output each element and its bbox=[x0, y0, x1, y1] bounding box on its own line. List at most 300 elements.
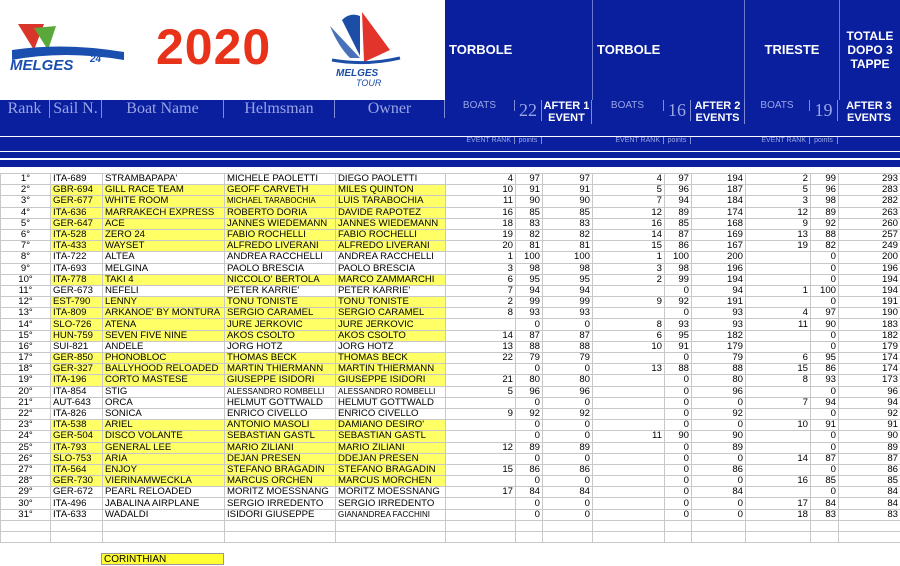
cell-sail: SUI-821 bbox=[51, 341, 103, 352]
cell-helm: FABIO ROCHELLI bbox=[225, 229, 336, 240]
cell-helm: NICCOLO' BERTOLA bbox=[225, 274, 336, 285]
cell-e3p: 0 bbox=[811, 464, 839, 475]
empty-cell bbox=[103, 532, 225, 543]
cell-e3r: 7 bbox=[746, 397, 811, 408]
cell-e1r: 16 bbox=[446, 207, 516, 218]
cell-helm: MICHELE PAOLETTI bbox=[225, 174, 336, 185]
cell-e3p: 97 bbox=[811, 308, 839, 319]
cell-e3p: 99 bbox=[811, 174, 839, 185]
empty-cell bbox=[516, 520, 543, 531]
cell-sail: GER-673 bbox=[51, 285, 103, 296]
cell-helm: AKOS CSOLTO bbox=[225, 330, 336, 341]
table-row bbox=[1, 431, 900, 442]
cell-owner: THOMAS BECK bbox=[336, 353, 446, 364]
empty-cell bbox=[225, 520, 336, 531]
table-row bbox=[1, 476, 900, 487]
cell-e3r bbox=[746, 487, 811, 498]
cell-tot: 196 bbox=[839, 263, 900, 274]
cell-a1: 0 bbox=[543, 453, 593, 464]
cell-tot: 194 bbox=[839, 274, 900, 285]
cell-a1: 82 bbox=[543, 229, 593, 240]
cell-e2p: 0 bbox=[665, 498, 692, 509]
cell-rank: 2° bbox=[1, 185, 51, 196]
cell-boat: NEFELI bbox=[103, 285, 225, 296]
cell-e1p: 85 bbox=[516, 207, 543, 218]
sub-event-rank-2: EVENT RANK bbox=[592, 137, 664, 144]
cell-e1r: 15 bbox=[446, 464, 516, 475]
cell-sail: SLO-726 bbox=[51, 319, 103, 330]
cell-e1r: 1 bbox=[446, 252, 516, 263]
cell-e2r bbox=[593, 397, 665, 408]
cell-e1r: 7 bbox=[446, 285, 516, 296]
cell-sail: ITA-793 bbox=[51, 442, 103, 453]
cell-rank: 28° bbox=[1, 476, 51, 487]
empty-cell bbox=[51, 520, 103, 531]
empty-cell bbox=[665, 532, 692, 543]
cell-sail: ITA-722 bbox=[51, 252, 103, 263]
cell-a2: 194 bbox=[692, 174, 746, 185]
cell-e1r bbox=[446, 364, 516, 375]
cell-helm: ISIDORI GIUSEPPE bbox=[225, 509, 336, 520]
col-boats2-count: 16 bbox=[664, 100, 691, 121]
cell-e2r bbox=[593, 375, 665, 386]
cell-owner: GIANANDREA FACCHINI bbox=[336, 509, 446, 520]
cell-e3r: 4 bbox=[746, 308, 811, 319]
cell-e1r: 11 bbox=[446, 196, 516, 207]
cell-owner: DIEGO PAOLETTI bbox=[336, 174, 446, 185]
cell-tot: 173 bbox=[839, 375, 900, 386]
cell-rank: 22° bbox=[1, 408, 51, 419]
cell-e1p: 88 bbox=[516, 341, 543, 352]
empty-cell bbox=[746, 532, 811, 543]
cell-rank: 20° bbox=[1, 386, 51, 397]
cell-a2: 96 bbox=[692, 386, 746, 397]
cell-e1r: 13 bbox=[446, 341, 516, 352]
cell-owner: SERGIO IRREDENTO bbox=[336, 498, 446, 509]
cell-sail: ITA-564 bbox=[51, 464, 103, 475]
cell-boat: MARRAKECH EXPRESS bbox=[103, 207, 225, 218]
cell-rank: 5° bbox=[1, 218, 51, 229]
table-row bbox=[1, 386, 900, 397]
cell-boat: ANDELE bbox=[103, 341, 225, 352]
results-body bbox=[1, 174, 900, 543]
cell-e1p: 0 bbox=[516, 453, 543, 464]
cell-e3p: 0 bbox=[811, 408, 839, 419]
cell-tot: 190 bbox=[839, 308, 900, 319]
cell-e2r: 16 bbox=[593, 218, 665, 229]
cell-e3p: 0 bbox=[811, 274, 839, 285]
cell-rank: 21° bbox=[1, 397, 51, 408]
col-boats1-count: 22 bbox=[515, 100, 542, 121]
empty-row bbox=[1, 520, 900, 531]
svg-text:MELGES: MELGES bbox=[10, 57, 74, 74]
table-row bbox=[1, 308, 900, 319]
cell-a2: 92 bbox=[692, 408, 746, 419]
col-boats2: BOATS bbox=[592, 100, 664, 111]
cell-e3r bbox=[746, 252, 811, 263]
cell-e1r: 4 bbox=[446, 174, 516, 185]
cell-sail: GER-327 bbox=[51, 364, 103, 375]
cell-e3r bbox=[746, 386, 811, 397]
cell-owner: AKOS CSOLTO bbox=[336, 330, 446, 341]
cell-a2: 0 bbox=[692, 498, 746, 509]
cell-a2: 187 bbox=[692, 185, 746, 196]
cell-a1: 80 bbox=[543, 375, 593, 386]
cell-a1: 79 bbox=[543, 353, 593, 364]
cell-boat: CORTO MASTESE bbox=[103, 375, 225, 386]
cell-rank: 9° bbox=[1, 263, 51, 274]
cell-owner: HELMUT GOTTWALD bbox=[336, 397, 446, 408]
cell-sail: ITA-854 bbox=[51, 386, 103, 397]
cell-rank: 24° bbox=[1, 431, 51, 442]
cell-sail: ITA-826 bbox=[51, 408, 103, 419]
cell-e2r bbox=[593, 464, 665, 475]
cell-boat: SONICA bbox=[103, 408, 225, 419]
cell-e2r: 9 bbox=[593, 297, 665, 308]
cell-e1p: 0 bbox=[516, 509, 543, 520]
col-boats3-count: 19 bbox=[810, 100, 838, 121]
cell-e2p: 95 bbox=[665, 330, 692, 341]
cell-e2r bbox=[593, 420, 665, 431]
table-row bbox=[1, 218, 900, 229]
cell-a1: 81 bbox=[543, 241, 593, 252]
table-row bbox=[1, 274, 900, 285]
cell-e2r: 15 bbox=[593, 241, 665, 252]
cell-boat: ACE bbox=[103, 218, 225, 229]
cell-e2p: 0 bbox=[665, 353, 692, 364]
cell-e3r: 11 bbox=[746, 319, 811, 330]
cell-rank: 27° bbox=[1, 464, 51, 475]
cell-rank: 25° bbox=[1, 442, 51, 453]
cell-sail: AUT-643 bbox=[51, 397, 103, 408]
cell-e3r: 12 bbox=[746, 207, 811, 218]
cell-e3r: 5 bbox=[746, 185, 811, 196]
cell-e1p: 0 bbox=[516, 364, 543, 375]
cell-e1r bbox=[446, 397, 516, 408]
header-band bbox=[0, 152, 900, 158]
cell-helm: HELMUT GOTTWALD bbox=[225, 397, 336, 408]
cell-helm: PETER KARRIE' bbox=[225, 285, 336, 296]
cell-e2p: 0 bbox=[665, 308, 692, 319]
cell-tot: 179 bbox=[839, 341, 900, 352]
cell-a2: 93 bbox=[692, 319, 746, 330]
cell-e2r: 7 bbox=[593, 196, 665, 207]
cell-e3r bbox=[746, 464, 811, 475]
col-boats1: BOATS bbox=[445, 100, 515, 111]
cell-e3p: 100 bbox=[811, 285, 839, 296]
cell-sail: HUN-759 bbox=[51, 330, 103, 341]
cell-e2r bbox=[593, 442, 665, 453]
cell-e3r: 19 bbox=[746, 241, 811, 252]
cell-e3p: 93 bbox=[811, 375, 839, 386]
cell-rank: 17° bbox=[1, 353, 51, 364]
cell-e1p: 93 bbox=[516, 308, 543, 319]
cell-owner: JURE JERKOVIC bbox=[336, 319, 446, 330]
cell-sail: ITA-693 bbox=[51, 263, 103, 274]
cell-a2: 179 bbox=[692, 341, 746, 352]
cell-a1: 100 bbox=[543, 252, 593, 263]
cell-boat: VIERINAMWECKLA bbox=[103, 476, 225, 487]
cell-a2: 0 bbox=[692, 453, 746, 464]
cell-e2r: 3 bbox=[593, 263, 665, 274]
empty-cell bbox=[336, 520, 446, 531]
cell-a2: 84 bbox=[692, 487, 746, 498]
cell-owner: TONU TONISTE bbox=[336, 297, 446, 308]
cell-helm: JURE JERKOVIC bbox=[225, 319, 336, 330]
col-after2: AFTER 2 EVENTS bbox=[691, 100, 745, 124]
cell-helm: SERGIO CARAMEL bbox=[225, 308, 336, 319]
cell-a2: 90 bbox=[692, 431, 746, 442]
svg-text:24: 24 bbox=[90, 54, 102, 65]
cell-e2p: 0 bbox=[665, 464, 692, 475]
cell-e2p: 0 bbox=[665, 386, 692, 397]
cell-sail: ITA-689 bbox=[51, 174, 103, 185]
cell-owner: MILES QUINTON bbox=[336, 185, 446, 196]
cell-e2p: 86 bbox=[665, 241, 692, 252]
cell-e3r: 9 bbox=[746, 218, 811, 229]
cell-e2r: 13 bbox=[593, 364, 665, 375]
cell-e1p: 0 bbox=[516, 431, 543, 442]
cell-owner: MARIO ZILIANI bbox=[336, 442, 446, 453]
cell-e2p: 0 bbox=[665, 420, 692, 431]
cell-tot: 87 bbox=[839, 453, 900, 464]
table-row bbox=[1, 420, 900, 431]
cell-helm: DEJAN PRESEN bbox=[225, 453, 336, 464]
cell-e1r: 14 bbox=[446, 330, 516, 341]
cell-tot: 90 bbox=[839, 431, 900, 442]
cell-e2p: 0 bbox=[665, 285, 692, 296]
cell-e1r bbox=[446, 319, 516, 330]
cell-rank: 10° bbox=[1, 274, 51, 285]
total-label: TOTALE DOPO 3 TAPPE bbox=[846, 29, 894, 71]
cell-rank: 6° bbox=[1, 229, 51, 240]
cell-e3r: 3 bbox=[746, 196, 811, 207]
cell-helm: SEBASTIAN GASTL bbox=[225, 431, 336, 442]
cell-e2r: 10 bbox=[593, 341, 665, 352]
cell-boat: ARKANOE' BY MONTURA bbox=[103, 308, 225, 319]
cell-helm: MARIO ZILIANI bbox=[225, 442, 336, 453]
cell-sail: GER-672 bbox=[51, 487, 103, 498]
cell-e3r: 18 bbox=[746, 509, 811, 520]
cell-e3p: 88 bbox=[811, 229, 839, 240]
empty-cell bbox=[839, 532, 900, 543]
cell-e2r bbox=[593, 408, 665, 419]
cell-tot: 86 bbox=[839, 464, 900, 475]
table-row bbox=[1, 297, 900, 308]
cell-e1r bbox=[446, 453, 516, 464]
cell-e2r: 12 bbox=[593, 207, 665, 218]
cell-e1r: 6 bbox=[446, 274, 516, 285]
cell-e1p: 89 bbox=[516, 442, 543, 453]
cell-tot: 263 bbox=[839, 207, 900, 218]
cell-a1: 0 bbox=[543, 364, 593, 375]
cell-e2p: 93 bbox=[665, 319, 692, 330]
cell-e3p: 82 bbox=[811, 241, 839, 252]
stage1-label: TORBOLE bbox=[445, 0, 593, 100]
table-row bbox=[1, 252, 900, 263]
cell-a1: 0 bbox=[543, 397, 593, 408]
cell-a1: 0 bbox=[543, 431, 593, 442]
cell-a1: 88 bbox=[543, 341, 593, 352]
cell-e3p: 0 bbox=[811, 386, 839, 397]
cell-boat: DISCO VOLANTE bbox=[103, 431, 225, 442]
cell-e1p: 98 bbox=[516, 263, 543, 274]
cell-boat: LENNY bbox=[103, 297, 225, 308]
cell-e2r: 11 bbox=[593, 431, 665, 442]
cell-owner: DDEJAN PRESEN bbox=[336, 453, 446, 464]
cell-owner: SEBASTIAN GASTL bbox=[336, 431, 446, 442]
cell-e1r: 2 bbox=[446, 297, 516, 308]
cell-a1: 98 bbox=[543, 263, 593, 274]
empty-cell bbox=[446, 520, 516, 531]
cell-tot: 283 bbox=[839, 185, 900, 196]
cell-boat: PEARL RELOADED bbox=[103, 487, 225, 498]
cell-e3p: 83 bbox=[811, 509, 839, 520]
stage3-label: TRIESTE bbox=[745, 0, 840, 100]
cell-a2: 168 bbox=[692, 218, 746, 229]
cell-a1: 93 bbox=[543, 308, 593, 319]
cell-helm: GEOFF CARVETH bbox=[225, 185, 336, 196]
cell-e3p: 0 bbox=[811, 431, 839, 442]
cell-sail: ITA-809 bbox=[51, 308, 103, 319]
empty-cell bbox=[839, 520, 900, 531]
empty-cell bbox=[1, 532, 51, 543]
cell-rank: 4° bbox=[1, 207, 51, 218]
cell-e1r: 3 bbox=[446, 263, 516, 274]
table-row bbox=[1, 509, 900, 520]
cell-e2r: 2 bbox=[593, 274, 665, 285]
cell-e3r bbox=[746, 330, 811, 341]
cell-helm: JORG HOTZ bbox=[225, 341, 336, 352]
cell-e2r: 6 bbox=[593, 330, 665, 341]
cell-e3p: 91 bbox=[811, 420, 839, 431]
cell-e2p: 0 bbox=[665, 375, 692, 386]
cell-tot: 94 bbox=[839, 397, 900, 408]
cell-a1: 0 bbox=[543, 498, 593, 509]
cell-owner: DAVIDE RAPOTEZ bbox=[336, 207, 446, 218]
cell-helm: MARTIN THIERMANN bbox=[225, 364, 336, 375]
cell-tot: 200 bbox=[839, 252, 900, 263]
cell-boat: ATENA bbox=[103, 319, 225, 330]
corinthian-label: CORINTHIAN bbox=[101, 553, 224, 565]
cell-e1p: 80 bbox=[516, 375, 543, 386]
cell-e3r: 1 bbox=[746, 285, 811, 296]
cell-e3p: 94 bbox=[811, 397, 839, 408]
cell-e2r: 8 bbox=[593, 319, 665, 330]
table-row bbox=[1, 487, 900, 498]
cell-a2: 191 bbox=[692, 297, 746, 308]
cell-e2p: 91 bbox=[665, 341, 692, 352]
cell-helm: SERGIO IRREDENTO bbox=[225, 498, 336, 509]
cell-e1p: 79 bbox=[516, 353, 543, 364]
cell-owner: DAMIANO DESIRO' bbox=[336, 420, 446, 431]
table-row bbox=[1, 442, 900, 453]
cell-helm: ANDREA RACCHELLI bbox=[225, 252, 336, 263]
cell-owner: ANDREA RACCHELLI bbox=[336, 252, 446, 263]
col-boat: Boat Name bbox=[102, 100, 224, 118]
cell-owner: LUIS TARABOCHIA bbox=[336, 196, 446, 207]
cell-e1p: 100 bbox=[516, 252, 543, 263]
col-helmsman: Helmsman bbox=[224, 100, 335, 118]
cell-helm: PAOLO BRESCIA bbox=[225, 263, 336, 274]
empty-cell bbox=[692, 520, 746, 531]
cell-e2r bbox=[593, 453, 665, 464]
cell-a2: 184 bbox=[692, 196, 746, 207]
cell-e2p: 0 bbox=[665, 476, 692, 487]
cell-e1r bbox=[446, 509, 516, 520]
cell-a1: 95 bbox=[543, 274, 593, 285]
table-row bbox=[1, 263, 900, 274]
cell-e1p: 94 bbox=[516, 285, 543, 296]
cell-e3r: 8 bbox=[746, 375, 811, 386]
col-after3: AFTER 3 EVENTS bbox=[846, 100, 892, 124]
empty-cell bbox=[811, 520, 839, 531]
cell-boat: ORCA bbox=[103, 397, 225, 408]
sub-points-1: points bbox=[515, 137, 542, 144]
cell-tot: 260 bbox=[839, 218, 900, 229]
table-row bbox=[1, 207, 900, 218]
cell-helm: STEFANO BRAGADIN bbox=[225, 464, 336, 475]
cell-e3r: 10 bbox=[746, 420, 811, 431]
cell-a1: 86 bbox=[543, 464, 593, 475]
cell-e3r bbox=[746, 274, 811, 285]
cell-a1: 0 bbox=[543, 476, 593, 487]
cell-rank: 31° bbox=[1, 509, 51, 520]
cell-e3r bbox=[746, 297, 811, 308]
cell-owner: ALESSANDRO ROMBELLI bbox=[336, 386, 446, 397]
cell-e2p: 92 bbox=[665, 297, 692, 308]
cell-boat: ENJOY bbox=[103, 464, 225, 475]
cell-sail: GER-504 bbox=[51, 431, 103, 442]
cell-boat: STRAMBAPAPA' bbox=[103, 174, 225, 185]
cell-e1r: 20 bbox=[446, 241, 516, 252]
year-title: 2020 bbox=[156, 19, 272, 75]
table-row bbox=[1, 341, 900, 352]
svg-text:TOUR: TOUR bbox=[356, 78, 382, 88]
cell-e1p: 0 bbox=[516, 498, 543, 509]
empty-cell bbox=[225, 532, 336, 543]
cell-a2: 0 bbox=[692, 397, 746, 408]
cell-e1r: 19 bbox=[446, 229, 516, 240]
cell-e3p: 84 bbox=[811, 498, 839, 509]
cell-owner: FABIO ROCHELLI bbox=[336, 229, 446, 240]
empty-cell bbox=[51, 532, 103, 543]
cell-e3p: 89 bbox=[811, 207, 839, 218]
melges-tour-logo bbox=[320, 6, 410, 92]
cell-e3r: 16 bbox=[746, 476, 811, 487]
cell-a1: 0 bbox=[543, 509, 593, 520]
cell-sail: GBR-694 bbox=[51, 185, 103, 196]
cell-a1: 0 bbox=[543, 420, 593, 431]
cell-e1r: 22 bbox=[446, 353, 516, 364]
cell-e2p: 88 bbox=[665, 364, 692, 375]
cell-e2r: 14 bbox=[593, 229, 665, 240]
cell-e3p: 98 bbox=[811, 196, 839, 207]
cell-e1r: 17 bbox=[446, 487, 516, 498]
cell-e3p: 0 bbox=[811, 252, 839, 263]
empty-row bbox=[1, 532, 900, 543]
empty-cell bbox=[593, 520, 665, 531]
cell-boat: TAKI 4 bbox=[103, 274, 225, 285]
cell-e1p: 95 bbox=[516, 274, 543, 285]
cell-a2: 167 bbox=[692, 241, 746, 252]
cell-e2r bbox=[593, 353, 665, 364]
cell-helm: MORITZ MOESSNANG bbox=[225, 487, 336, 498]
cell-e2p: 98 bbox=[665, 263, 692, 274]
cell-e1p: 81 bbox=[516, 241, 543, 252]
cell-a2: 80 bbox=[692, 375, 746, 386]
cell-rank: 11° bbox=[1, 285, 51, 296]
